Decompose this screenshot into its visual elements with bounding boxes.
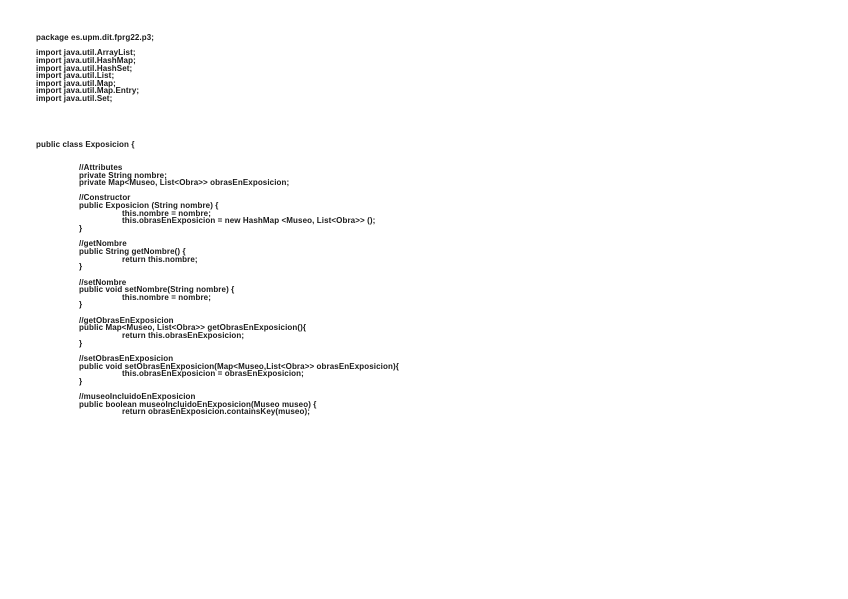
code-statement: return obrasEnExposicion.containsKey(museo); — [122, 407, 310, 417]
blank-line — [36, 149, 399, 157]
closing-brace: } — [79, 376, 83, 386]
code-comment: //setObrasEnExposicion — [79, 353, 174, 363]
code-comment: //Attributes — [79, 162, 123, 172]
code-comment: //getObrasEnExposicion — [79, 315, 174, 325]
method-signature: public void setObrasEnExposicion(Map<Museo,List<Obra>> obrasEnExposicion){ — [79, 361, 399, 371]
package-declaration: package es.upm.dit.fprg22.p3; — [36, 33, 155, 42]
import-statement: import java.util.Set; — [36, 94, 113, 104]
blank-line — [36, 126, 399, 134]
closing-brace: } — [79, 224, 83, 234]
closing-brace: } — [79, 262, 83, 272]
class-declaration: public class Exposicion { — [36, 139, 135, 149]
import-statement: import java.util.Map; — [36, 78, 116, 88]
code-listing — [36, 34, 399, 416]
import-statement: import java.util.HashMap; — [36, 55, 136, 65]
import-statement: import java.util.List; — [36, 71, 115, 81]
code-statement: return this.obrasEnExposicion; — [122, 330, 245, 340]
import-statement: import java.util.HashSet; — [36, 63, 133, 73]
import-statement: import java.util.Map.Entry; — [36, 86, 140, 96]
constructor-signature: public Exposicion (String nombre) { — [79, 201, 219, 211]
blank-line — [36, 118, 399, 126]
method-signature: public String getNombre() { — [79, 246, 186, 256]
field-declaration: private String nombre; — [79, 170, 167, 180]
import-statement: import java.util.ArrayList; — [36, 48, 136, 58]
code-statement: this.obrasEnExposicion = obrasEnExposicion; — [122, 369, 304, 379]
code-statement: this.obrasEnExposicion = new HashMap <Museo, List<Obra>> (); — [122, 216, 376, 226]
closing-brace: } — [79, 300, 83, 310]
method-signature: public boolean museoIncluidoEnExposicion(Museo museo) { — [79, 399, 317, 409]
method-signature: public Map<Museo, List<Obra>> getObrasEnExposicion(){ — [79, 323, 307, 333]
closing-brace: } — [79, 338, 83, 348]
code-comment: //museoIncluidoEnExposicion — [79, 392, 196, 402]
code-comment: //Constructor — [79, 193, 131, 203]
code-comment: //setNombre — [79, 277, 127, 287]
code-statement: return this.nombre; — [122, 254, 198, 264]
method-signature: public void setNombre(String nombre) { — [79, 285, 235, 295]
code-statement: this.nombre = nombre; — [122, 292, 211, 302]
code-comment: //getNombre — [79, 239, 127, 249]
field-declaration: private Map<Museo, List<Obra>> obrasEnExposicion; — [79, 178, 290, 188]
blank-line — [36, 110, 399, 118]
code-statement: this.nombre = nombre; — [122, 208, 211, 218]
blank-line — [36, 103, 399, 111]
